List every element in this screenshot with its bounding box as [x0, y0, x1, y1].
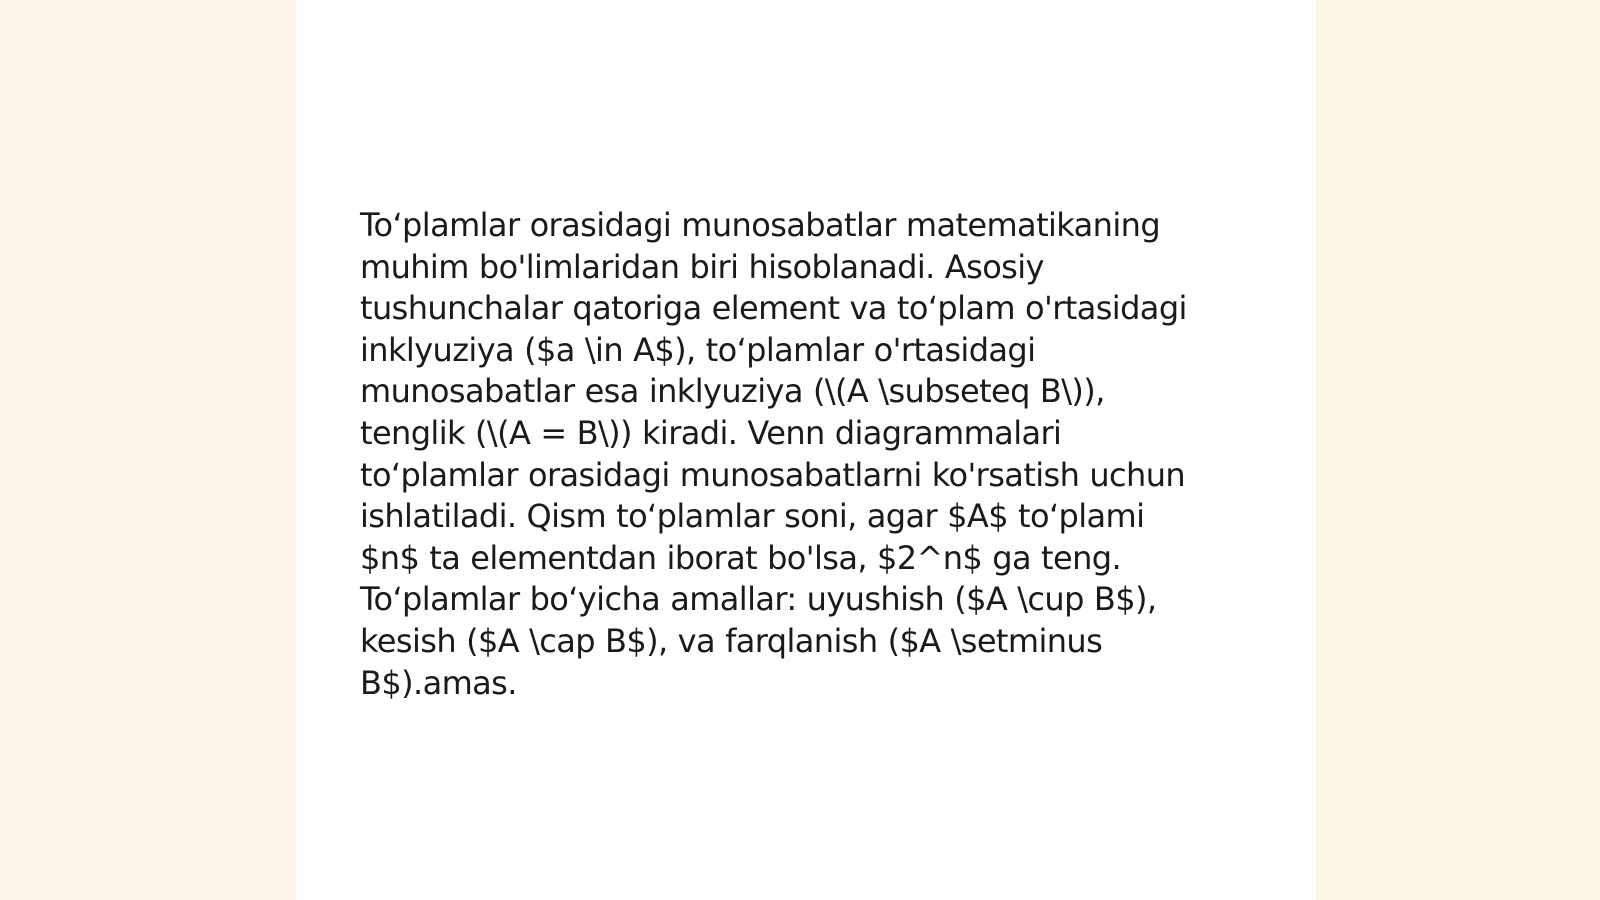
- body-paragraph: [360, 205, 1240, 704]
- document-page: [296, 0, 1316, 900]
- paragraph-line: $n$ ta elementdan iborat bo'lsa, $2^n$ ga teng.: [360, 538, 1122, 577]
- paragraph-line: munosabatlar esa inklyuziya (\(A \subseteq B\)),: [360, 372, 1105, 411]
- paragraph-line: muhim bo'limlaridan biri hisoblanadi. Asosiy: [360, 247, 1044, 286]
- paragraph-line: tushunchalar qatoriga element va to‘plam o'rtasidagi: [360, 289, 1187, 328]
- paragraph-line: B$).amas.: [360, 663, 517, 702]
- right-margin-background: [1316, 0, 1600, 900]
- paragraph-line: To‘plamlar bo‘yicha amallar: uyushish ($A \cup B$),: [360, 580, 1157, 619]
- paragraph-line: ishlatiladi. Qism to‘plamlar soni, agar $A$ to‘plami: [360, 497, 1145, 536]
- left-margin-background: [0, 0, 296, 900]
- paragraph-line: To‘plamlar orasidagi munosabatlar matematikaning: [360, 206, 1161, 244]
- paragraph-line: kesish ($A \cap B$), va farqlanish ($A \setminus: [360, 621, 1103, 660]
- paragraph-line: to‘plamlar orasidagi munosabatlarni ko'rsatish uchun: [360, 455, 1186, 494]
- paragraph-line: inklyuziya ($a \in A$), to‘plamlar o'rtasidagi: [360, 330, 1036, 369]
- paragraph-line: tenglik (\(A = B\)) kiradi. Venn diagrammalari: [360, 413, 1062, 452]
